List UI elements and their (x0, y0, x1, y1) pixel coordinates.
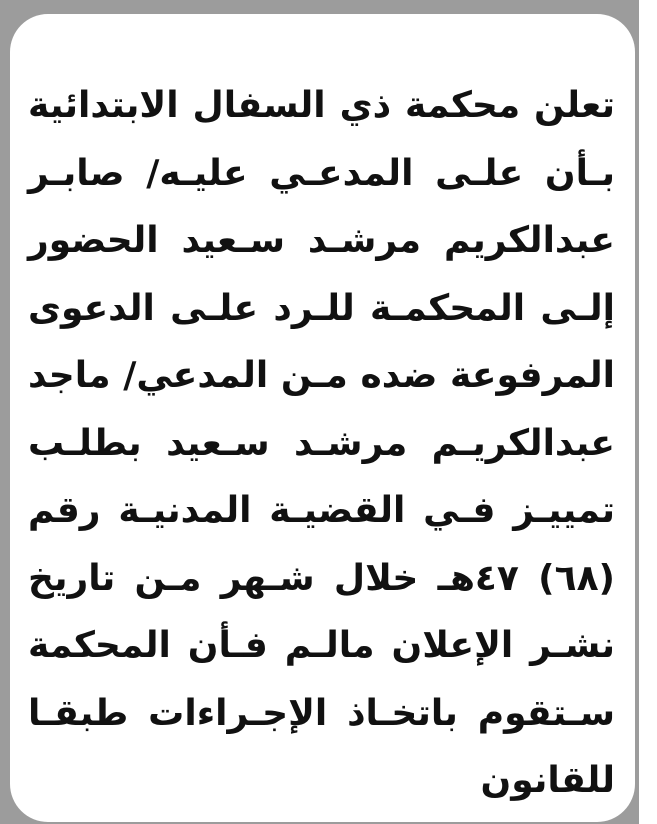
notice-line: بـأن علـى المدعـي عليـه/ صابـر (28, 152, 615, 194)
page-edge-strip (639, 0, 657, 824)
notice-line: نشـر الإعلان مالـم فـأن المحكمة (28, 625, 615, 666)
notice-line: سـتقوم باتخـاذ الإجـراءات طبقـا (28, 692, 615, 734)
notice-line: عبدالكريـم مرشـد سـعيد بطلـب (28, 422, 615, 464)
notice-line: (٦٨) ٤٧هـ خلال شـهر مـن تاريخ (28, 557, 615, 599)
notice-body (28, 72, 615, 815)
notice-line: عبدالكريم مرشـد سـعيد الحضور (28, 220, 615, 261)
notice-line: تمييـز فـي القضيـة المدنيـة رقم (28, 490, 615, 531)
notice-line-last: للقانون (480, 760, 615, 801)
notice-line: تعلن محكمة ذي السفال الابتدائية (28, 85, 615, 126)
notice-card (10, 14, 635, 822)
notice-line: إلـى المحكمـة للـرد علـى الدعوى (28, 287, 615, 329)
notice-line: المرفوعة ضده مـن المدعي/ ماجد (28, 355, 615, 396)
